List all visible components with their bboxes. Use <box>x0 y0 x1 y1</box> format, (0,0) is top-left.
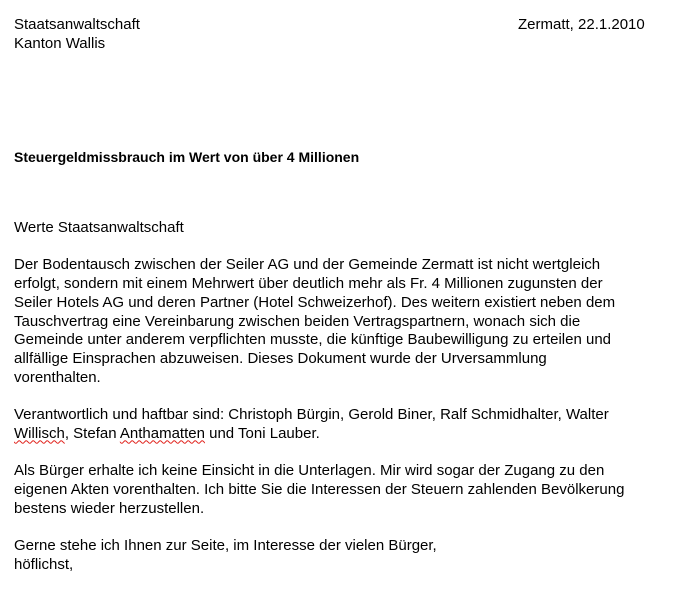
paragraph-1-line: Tauschvertrag eine Vereinbarung zwischen beiden Vertragspartnern, wonach sich die <box>14 312 581 330</box>
names-rest: und Toni Lauber. <box>204 424 320 442</box>
paragraph-1-line: vorenthalten. <box>14 368 101 386</box>
paragraph-1-line: Gemeinde unter anderem verpflichten musste, die künftige Baubewilligung zu erteilen und <box>14 331 612 349</box>
closing <box>14 537 682 574</box>
salutation-text: Werte Staatsanwaltschaft <box>14 219 184 236</box>
paragraph-3-line: eigenen Akten vorenthalten. Ich bitte Sie die Interessen der Steuern zahlenden Bevölkerung <box>14 480 625 498</box>
paragraph-2-line: Verantwortlich und haftbar sind: Christoph Bürgin, Gerold Biner, Ralf Schmidhalter, Walter <box>14 406 609 423</box>
paragraph-3 <box>14 462 682 518</box>
place-date: Zermatt, 22.1.2010 <box>518 16 645 33</box>
closing-line-2: höflichst, <box>14 555 74 573</box>
letter-subject: Steuergeldmissbrauch im Wert von über 4 Millionen <box>14 149 360 165</box>
paragraph-1 <box>14 256 682 387</box>
name-separator: , Stefan <box>64 424 120 442</box>
paragraph-1-line: allfällige Einsprachen abzuweisen. Dieses Dokument wurde der Urversammlung <box>14 349 547 367</box>
paragraph-2-line <box>14 425 682 444</box>
recipient-address <box>14 15 140 53</box>
paragraph-2 <box>14 406 682 443</box>
paragraph-3-line: Als Bürger erhalte ich keine Einsicht in die Unterlagen. Mir wird sogar der Zugang zu den <box>14 462 605 480</box>
recipient-line-1: Staatsanwaltschaft <box>14 16 140 33</box>
paragraph-3-line: bestens wieder herzustellen. <box>14 499 205 517</box>
paragraph-1-line: erfolgt, sondern mit einem Mehrwert über deutlich mehr als Fr. 4 Millionen zugunsten der <box>14 275 603 293</box>
closing-line-1: Gerne stehe ich Ihnen zur Seite, im Interesse der vielen Bürger, <box>14 536 437 554</box>
letter-body <box>14 219 682 574</box>
paragraph-1-line: Seiler Hotels AG und deren Partner (Hotel Schweizerhof). Des weitern existiert neben dem <box>14 293 616 311</box>
name-anthamatten: Anthamatten <box>119 424 205 442</box>
recipient-line-2: Kanton Wallis <box>14 35 106 52</box>
paragraph-1-line: Der Bodentausch zwischen der Seiler AG und der Gemeinde Zermatt ist nicht wertgleich <box>14 256 601 274</box>
name-willisch: Willisch <box>14 424 65 442</box>
salutation <box>14 219 682 238</box>
